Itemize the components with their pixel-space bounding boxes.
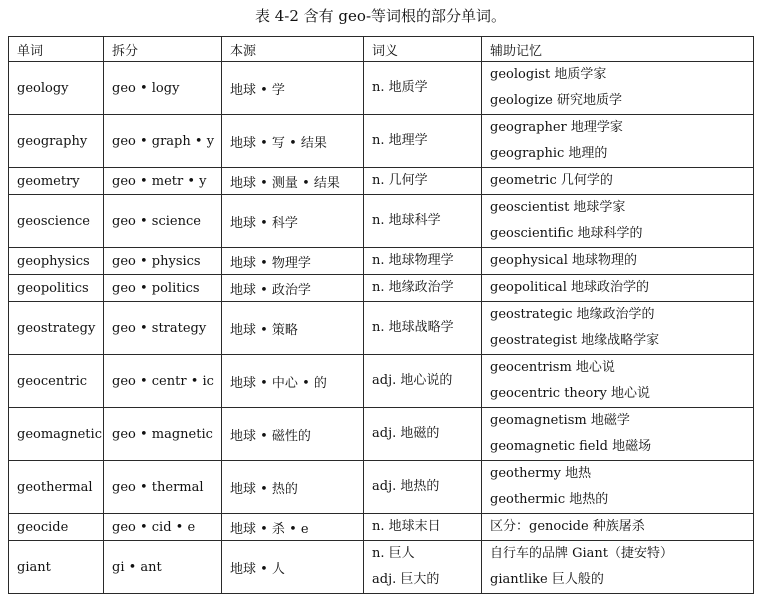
table-row bbox=[9, 115, 754, 168]
origin-cell: 地球 • 学 bbox=[222, 62, 364, 115]
memory-cell bbox=[482, 302, 754, 355]
meaning-cell bbox=[364, 195, 482, 248]
memory-line: geothermic 地热的 bbox=[490, 492, 609, 507]
origin-cell: 地球 • 科学 bbox=[222, 195, 364, 248]
memory-cell bbox=[482, 62, 754, 115]
meaning-line: adj. 地热的 bbox=[372, 479, 440, 494]
word-cell: geopolitics bbox=[9, 275, 104, 302]
split-cell: geo • magnetic bbox=[104, 408, 222, 461]
word-cell: geocentric bbox=[9, 355, 104, 408]
header-row bbox=[9, 37, 754, 62]
table-caption: 表 4-2 含有 geo-等词根的部分单词。 bbox=[254, 7, 507, 25]
memory-line: geopolitical 地球政治学的 bbox=[490, 280, 650, 295]
meaning-cell bbox=[364, 275, 482, 302]
memory-cell bbox=[482, 168, 754, 195]
meaning-cell bbox=[364, 248, 482, 275]
split-cell: geo • physics bbox=[104, 248, 222, 275]
memory-cell bbox=[482, 514, 754, 541]
memory-line: 自行车的品牌 Giant（捷安特） bbox=[490, 546, 674, 561]
memory-cell bbox=[482, 195, 754, 248]
split-cell: geo • centr • ic bbox=[104, 355, 222, 408]
split-cell: geo • graph • y bbox=[104, 115, 222, 168]
table-row bbox=[9, 514, 754, 541]
origin-cell: 地球 • 写 • 结果 bbox=[222, 115, 364, 168]
word-cell: geothermal bbox=[9, 461, 104, 514]
memory-line: geostrategist 地缘战略学家 bbox=[490, 333, 660, 348]
split-cell: geo • metr • y bbox=[104, 168, 222, 195]
memory-cell bbox=[482, 275, 754, 302]
header-memory: 辅助记忆 bbox=[482, 37, 754, 62]
word-cell: giant bbox=[9, 541, 104, 594]
word-cell: geomagnetic bbox=[9, 408, 104, 461]
word-cell: geophysics bbox=[9, 248, 104, 275]
table-row bbox=[9, 62, 754, 115]
meaning-cell bbox=[364, 408, 482, 461]
memory-line: geomagnetism 地磁学 bbox=[490, 413, 630, 428]
header-split: 拆分 bbox=[104, 37, 222, 62]
origin-cell: 地球 • 政治学 bbox=[222, 275, 364, 302]
meaning-cell bbox=[364, 302, 482, 355]
table-row bbox=[9, 355, 754, 408]
meaning-cell bbox=[364, 168, 482, 195]
meaning-line: n. 几何学 bbox=[372, 173, 428, 188]
table-body bbox=[9, 62, 754, 594]
origin-cell: 地球 • 人 bbox=[222, 541, 364, 594]
table-row bbox=[9, 541, 754, 594]
word-root-table bbox=[8, 36, 754, 594]
memory-line: geoscientist 地球学家 bbox=[490, 200, 626, 215]
origin-cell: 地球 • 中心 • 的 bbox=[222, 355, 364, 408]
meaning-line: n. 地球末日 bbox=[372, 519, 441, 534]
table-row bbox=[9, 248, 754, 275]
memory-line: geographer 地理学家 bbox=[490, 120, 623, 135]
memory-line: geologize 研究地质学 bbox=[490, 93, 622, 108]
origin-cell: 地球 • 杀 • e bbox=[222, 514, 364, 541]
meaning-line: n. 地球战略学 bbox=[372, 320, 454, 335]
meaning-line: adj. 地心说的 bbox=[372, 373, 453, 388]
meaning-cell bbox=[364, 461, 482, 514]
memory-cell bbox=[482, 115, 754, 168]
memory-line: geometric 几何学的 bbox=[490, 173, 613, 188]
memory-line: geophysical 地球物理的 bbox=[490, 253, 638, 268]
meaning-line: n. 地缘政治学 bbox=[372, 280, 454, 295]
meaning-line: n. 地球物理学 bbox=[372, 253, 454, 268]
header-origin: 本源 bbox=[222, 37, 364, 62]
memory-cell bbox=[482, 541, 754, 594]
meaning-cell bbox=[364, 115, 482, 168]
split-cell: geo • thermal bbox=[104, 461, 222, 514]
memory-line: geologist 地质学家 bbox=[490, 67, 607, 82]
word-cell: geocide bbox=[9, 514, 104, 541]
meaning-line: n. 地理学 bbox=[372, 133, 428, 148]
split-cell: geo • strategy bbox=[104, 302, 222, 355]
word-cell: geology bbox=[9, 62, 104, 115]
memory-line: 区分：genocide 种族屠杀 bbox=[490, 519, 645, 534]
table-row bbox=[9, 195, 754, 248]
header-meaning: 词义 bbox=[364, 37, 482, 62]
meaning-line: adj. 巨大的 bbox=[372, 572, 440, 587]
meaning-line: n. 地球科学 bbox=[372, 213, 441, 228]
split-cell: geo • cid • e bbox=[104, 514, 222, 541]
origin-cell: 地球 • 策略 bbox=[222, 302, 364, 355]
origin-cell: 地球 • 测量 • 结果 bbox=[222, 168, 364, 195]
header-word: 单词 bbox=[9, 37, 104, 62]
memory-cell bbox=[482, 461, 754, 514]
split-cell: geo • science bbox=[104, 195, 222, 248]
memory-line: geocentrism 地心说 bbox=[490, 360, 615, 375]
word-cell: geoscience bbox=[9, 195, 104, 248]
meaning-cell bbox=[364, 514, 482, 541]
origin-cell: 地球 • 物理学 bbox=[222, 248, 364, 275]
origin-cell: 地球 • 热的 bbox=[222, 461, 364, 514]
word-cell: geometry bbox=[9, 168, 104, 195]
meaning-cell bbox=[364, 541, 482, 594]
meaning-cell bbox=[364, 62, 482, 115]
word-cell: geography bbox=[9, 115, 104, 168]
table-row bbox=[9, 302, 754, 355]
memory-cell bbox=[482, 408, 754, 461]
memory-line: geocentric theory 地心说 bbox=[490, 386, 651, 401]
meaning-line: n. 巨人 bbox=[372, 546, 415, 561]
memory-cell bbox=[482, 355, 754, 408]
memory-cell bbox=[482, 248, 754, 275]
meaning-line: n. 地质学 bbox=[372, 80, 428, 95]
meaning-line: adj. 地磁的 bbox=[372, 426, 440, 441]
table-row bbox=[9, 275, 754, 302]
memory-line: geothermy 地热 bbox=[490, 466, 592, 481]
table-row bbox=[9, 168, 754, 195]
split-cell: geo • logy bbox=[104, 62, 222, 115]
table-row bbox=[9, 408, 754, 461]
memory-line: geostrategic 地缘政治学的 bbox=[490, 307, 655, 322]
split-cell: gi • ant bbox=[104, 541, 222, 594]
origin-cell: 地球 • 磁性的 bbox=[222, 408, 364, 461]
memory-line: geoscientific 地球科学的 bbox=[490, 226, 643, 241]
meaning-cell bbox=[364, 355, 482, 408]
memory-line: geographic 地理的 bbox=[490, 146, 608, 161]
table-row bbox=[9, 461, 754, 514]
memory-line: giantlike 巨人般的 bbox=[490, 572, 604, 587]
memory-line: geomagnetic field 地磁场 bbox=[490, 439, 652, 454]
word-cell: geostrategy bbox=[9, 302, 104, 355]
split-cell: geo • politics bbox=[104, 275, 222, 302]
